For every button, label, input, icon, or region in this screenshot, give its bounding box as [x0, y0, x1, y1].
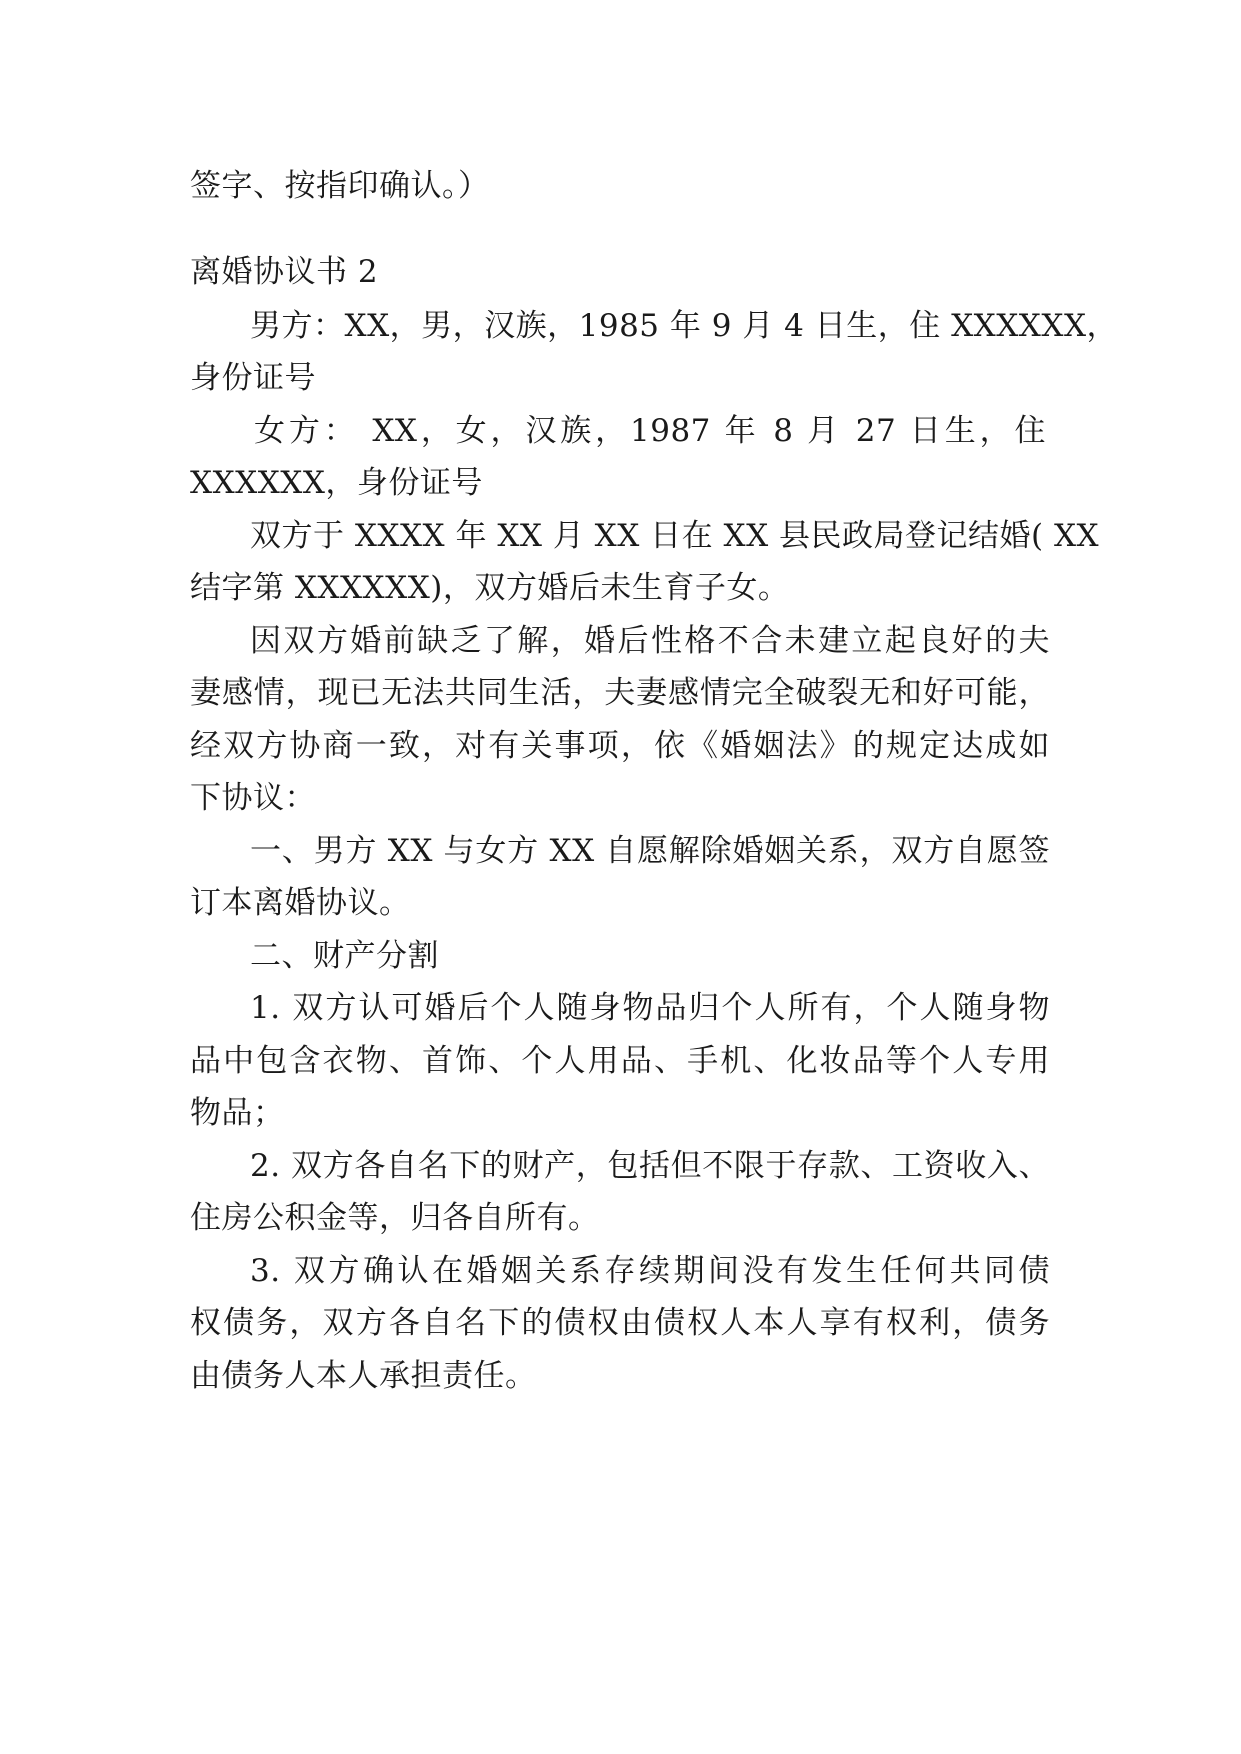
paragraph-line: XXXXXX，身份证号 — [190, 465, 483, 501]
paragraph-line: 经双方协商一致，对有关事项，依《婚姻法》的规定达成如 — [190, 728, 1050, 764]
paragraph-line: 3. 双方确认在婚姻关系存续期间没有发生任何共同债 — [250, 1253, 1050, 1289]
document-title: 离婚协议书 2 — [190, 254, 379, 290]
paragraph-line: 双方于 XXXX 年 XX 月 XX 日在 XX 县民政局登记结婚( XX — [250, 518, 1100, 554]
paragraph-line: 订本离婚协议。 — [190, 885, 411, 921]
paragraph-line: 因双方婚前缺乏了解，婚后性格不合未建立起良好的夫 — [250, 623, 1050, 659]
paragraph-line: 1. 双方认可婚后个人随身物品归个人所有，个人随身物 — [250, 990, 1050, 1026]
paragraph-line: 男方：XX，男，汉族，1985 年 9 月 4 日生，住 XXXXXX， — [250, 308, 1119, 344]
paragraph-line: 由债务人本人承担责任。 — [190, 1358, 537, 1394]
section-heading: 二、财产分割 — [250, 938, 439, 974]
paragraph-line: 结字第 XXXXXX)，双方婚后未生育子女。 — [190, 570, 790, 606]
continuation-text: 签字、按指印确认。） — [190, 168, 490, 204]
paragraph-line: 2. 双方各自名下的财产，包括但不限于存款、工资收入、 — [250, 1148, 1050, 1184]
paragraph-line: 下协议： — [190, 780, 316, 816]
paragraph-line: 权债务，双方各自名下的债权由债权人本人享有权利，债务 — [190, 1305, 1050, 1341]
paragraph-line: 女方： XX，女，汉族，1987 年 8 月 27 日生，住 — [254, 413, 1046, 449]
paragraph-line: 身份证号 — [190, 360, 316, 396]
paragraph-line: 一、男方 XX 与女方 XX 自愿解除婚姻关系，双方自愿签 — [250, 833, 1050, 869]
paragraph-line: 品中包含衣物、首饰、个人用品、手机、化妆品等个人专用 — [190, 1043, 1050, 1079]
paragraph-line: 住房公积金等，归各自所有。 — [190, 1200, 600, 1236]
paragraph-line: 物品； — [190, 1095, 285, 1131]
paragraph-line: 妻感情，现已无法共同生活，夫妻感情完全破裂无和好可能， — [190, 675, 1050, 711]
